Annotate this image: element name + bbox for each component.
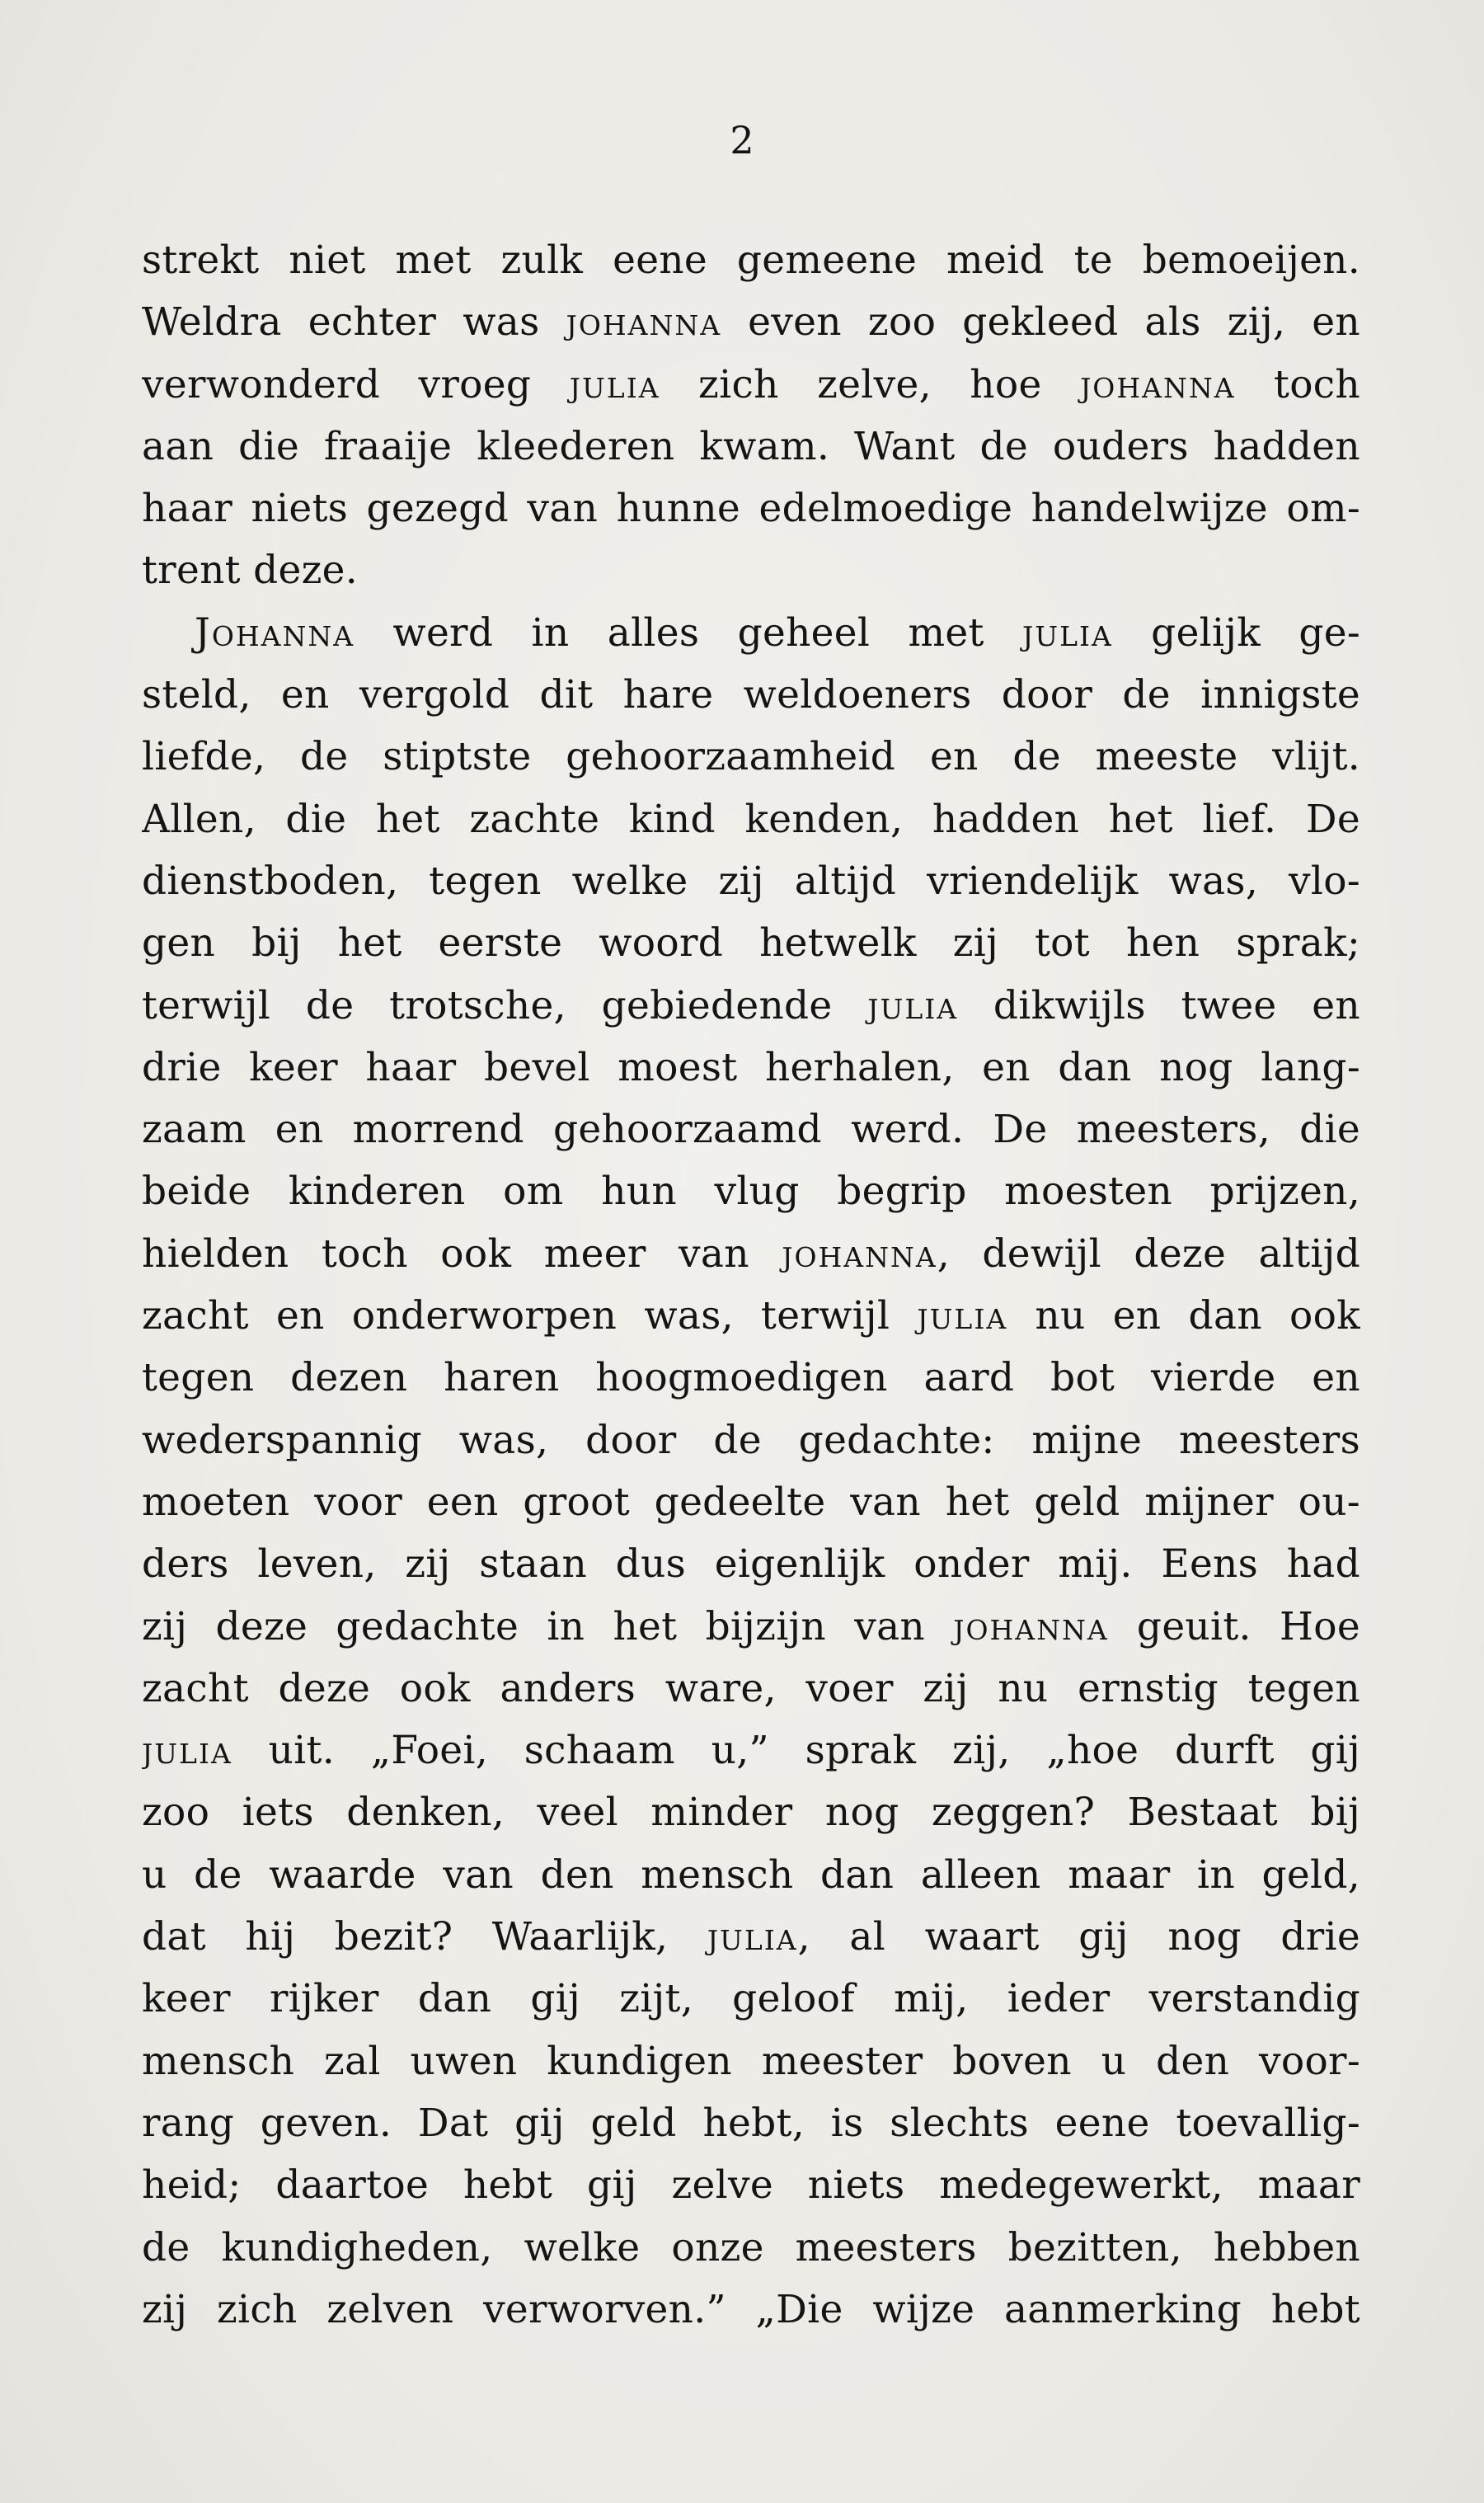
text-segment: zij zich zelven verworven.” „Die wijze aanmerking hebt — [142, 2286, 1360, 2332]
text-line — [142, 416, 1360, 478]
text-segment: keer rijker dan gij zijt, geloof mij, ieder verstandig — [142, 1976, 1360, 2022]
text-segment: dat hij bezit? Waarlijk, — [142, 1914, 707, 1960]
text-segment: Weldra echter was — [142, 299, 566, 346]
text-line — [142, 1409, 1360, 1471]
text-segment: strekt niet met zulk eene gemeene meid te bemoeijen. — [142, 238, 1360, 283]
small-caps-name: julia — [707, 1914, 798, 1960]
text-segment: dikwijls twee en — [958, 982, 1360, 1028]
body-text — [142, 229, 1360, 2341]
text-segment: drie keer haar bevel moest herhalen, en dan nog lang- — [142, 1044, 1360, 1090]
text-line — [142, 788, 1360, 850]
text-line — [142, 1906, 1360, 1968]
small-caps-name: julia — [1022, 609, 1113, 656]
text-segment: zaam en morrend gehoorzaamd werd. De meesters, die — [142, 1107, 1360, 1153]
text-line — [142, 1471, 1360, 1533]
text-line — [142, 1968, 1360, 2030]
text-segment: wederspannig was, door de gedachte: mijne meesters — [142, 1417, 1360, 1463]
text-line — [142, 664, 1360, 726]
small-caps-name: johanna — [953, 1603, 1109, 1649]
text-line — [142, 602, 1360, 664]
small-caps-name: johanna — [782, 1230, 937, 1277]
small-caps-name: johanna — [566, 299, 722, 346]
text-line — [142, 1658, 1360, 1720]
text-line — [142, 1596, 1360, 1658]
text-segment: zacht en onderworpen was, terwijl — [142, 1293, 918, 1339]
text-segment: ders leven, zij staan dus eigenlijk onder mij. Eens had — [142, 1541, 1360, 1588]
text-segment: de kundigheden, welke onze meesters bezitten, hebben — [142, 2224, 1360, 2270]
small-caps-name: julia — [569, 361, 660, 407]
text-segment: mensch zal uwen kundigen meester boven u den voor- — [142, 2038, 1360, 2084]
text-segment: haar niets gezegd van hunne edelmoedige handelwijze om- — [142, 486, 1360, 532]
text-line — [142, 1347, 1360, 1409]
text-line — [142, 2154, 1360, 2216]
small-caps-name: johanna — [1080, 361, 1236, 407]
text-line — [142, 2217, 1360, 2279]
small-caps-name: Johanna — [195, 609, 355, 656]
text-line — [142, 229, 1360, 291]
text-line — [142, 726, 1360, 788]
text-line — [142, 1533, 1360, 1595]
small-caps-name: julia — [917, 1293, 1008, 1339]
text-line — [142, 2030, 1360, 2092]
text-line — [142, 2279, 1360, 2341]
small-caps-name: julia — [867, 982, 959, 1028]
text-segment: aan die fraaije kleederen kwam. Want de ouders hadden — [142, 423, 1360, 469]
text-segment: liefde, de stiptste gehoorzaamheid en de meeste vlijt. — [142, 734, 1360, 780]
text-segment: dienstboden, tegen welke zij altijd vriendelijk was, vlo- — [142, 858, 1360, 904]
text-line — [142, 1285, 1360, 1347]
text-segment: beide kinderen om hun vlug begrip moesten prijzen, — [142, 1169, 1360, 1215]
text-line — [142, 478, 1360, 539]
text-segment: terwijl de trotsche, gebiedende — [142, 982, 868, 1028]
text-segment: u de waarde van den mensch dan alleen maar in geld, — [142, 1851, 1360, 1898]
page-number: 2 — [730, 118, 754, 162]
text-line — [142, 850, 1360, 912]
text-segment: Allen, die het zachte kind kenden, hadden het lief. De — [142, 796, 1360, 842]
text-line — [142, 1720, 1360, 1781]
text-line — [142, 291, 1360, 353]
text-line — [142, 354, 1360, 416]
text-segment: gen bij het eerste woord hetwelk zij tot hen sprak; — [142, 920, 1360, 967]
text-segment: geuit. Hoe — [1108, 1603, 1360, 1649]
text-segment: zoo iets denken, veel minder nog zeggen? Bestaat bij — [142, 1790, 1360, 1836]
text-line — [142, 2092, 1360, 2154]
text-segment: zich zelve, hoe — [660, 361, 1081, 407]
text-line — [142, 1223, 1360, 1285]
text-segment: moeten voor een groot gedeelte van het geld mijner ou- — [142, 1479, 1360, 1525]
text-line — [142, 1844, 1360, 1906]
text-segment: zacht deze ook anders ware, voer zij nu ernstig tegen — [142, 1665, 1360, 1711]
text-segment: rang geven. Dat gij geld hebt, is slechts eene toevallig- — [142, 2100, 1360, 2146]
text-line — [142, 539, 1360, 601]
text-line — [142, 975, 1360, 1037]
text-segment: tegen dezen haren hoogmoedigen aard bot vierde en — [142, 1355, 1360, 1401]
text-segment: heid; daartoe hebt gij zelve niets medegewerkt, maar — [142, 2162, 1360, 2209]
text-segment: nu en dan ook — [1007, 1293, 1360, 1339]
small-caps-name: julia — [142, 1728, 232, 1774]
text-line — [142, 1099, 1360, 1160]
text-segment: trent deze. — [142, 548, 358, 594]
text-line — [142, 912, 1360, 974]
text-segment: werd in alles geheel met — [355, 609, 1023, 656]
text-segment: gelijk ge- — [1112, 609, 1360, 656]
text-segment: verwonderd vroeg — [142, 361, 570, 407]
text-segment: zij deze gedachte in het bijzijn van — [142, 1603, 954, 1649]
text-segment: even zoo gekleed als zij, en — [721, 299, 1360, 346]
text-segment: steld, en vergold dit hare weldoeners door de innigste — [142, 672, 1360, 718]
text-segment: hielden toch ook meer van — [142, 1230, 782, 1277]
text-line — [142, 1781, 1360, 1843]
text-line — [142, 1037, 1360, 1099]
text-segment: uit. „Foei, schaam u,” sprak zij, „hoe durft gij — [232, 1728, 1360, 1774]
text-segment: toch — [1235, 361, 1360, 407]
text-line — [142, 1160, 1360, 1222]
text-segment: , dewijl deze altijd — [937, 1230, 1360, 1277]
text-segment: , al waart gij nog drie — [797, 1914, 1360, 1960]
